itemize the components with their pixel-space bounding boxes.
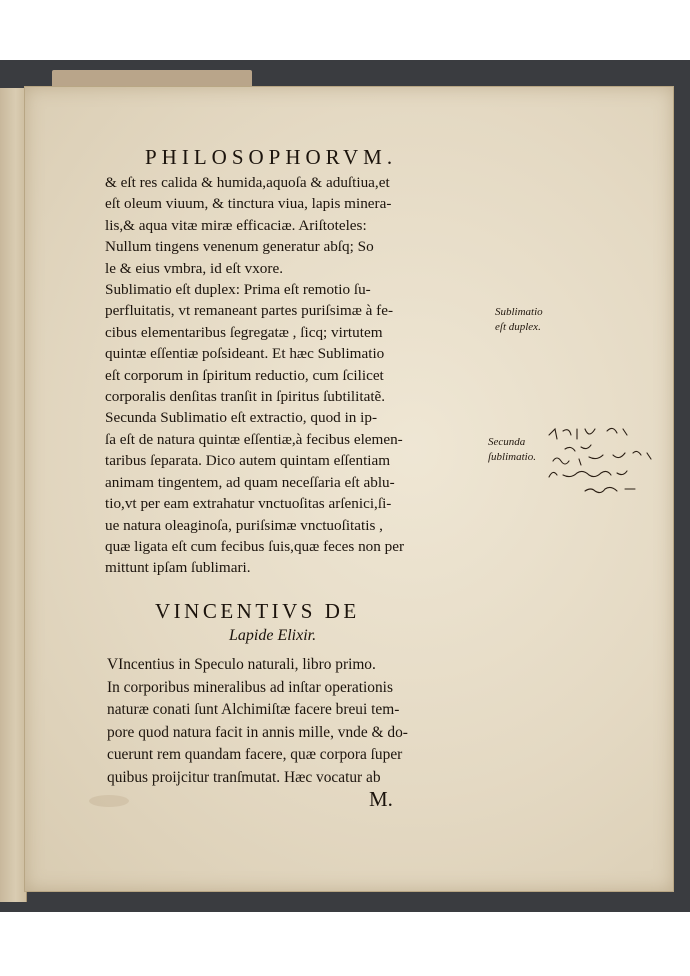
handwritten-annotation (545, 425, 685, 505)
paragraph-1 (105, 172, 505, 579)
text-line: Secunda Sublimatio eſt extractio, quod in ip- (105, 409, 378, 427)
text-line: tio,vt per eam extrahatur vnctuoſitas arſenici,ſi- (105, 495, 392, 513)
text-line: lis,& aqua vitæ miræ efficaciæ. Ariſtoteles: (105, 216, 367, 234)
book-page (24, 86, 674, 892)
text-line: quibus proijcitur tranſmutat. Hæc vocatur ab (107, 768, 381, 786)
text-line: cibus elementaribus ſegregatæ , ſicq; virtutem (105, 323, 383, 341)
text-line: ſa eſt de natura quintæ eſſentiæ,à fecibus elemen- (105, 430, 403, 448)
text-line: mittunt ipſam ſublimari. (105, 559, 251, 577)
text-line: eſt oleum viuum, & tinctura viua, lapis minera- (105, 195, 392, 213)
text-line: quæ ligata eſt cum fecibus ſuis,quæ feces non per (105, 537, 405, 555)
text-line: cuerunt rem quandam facere, quæ corpora ſuper (107, 746, 403, 763)
text-line: corporalis denſitas tranſit in ſpiritus ſubtilitatẽ. (105, 388, 386, 406)
margin-note-line: ſublimatio. (488, 451, 536, 463)
text-line: & eſt res calida & humida,aquoſa & aduſtiua,et (105, 174, 390, 191)
previous-leaf-edge (0, 88, 27, 902)
text-line: Nullum tingens venenum generatur abſq; So (105, 238, 374, 256)
margin-note-line: eſt duplex. (495, 321, 541, 333)
text-line: le & eius vmbra, id eſt vxore. (105, 259, 283, 277)
signature-mark: M. (369, 787, 393, 811)
paper-stain (89, 795, 129, 807)
margin-note-secunda (488, 435, 536, 465)
running-head: PHILOSOPHORVM. (145, 145, 398, 169)
text-line: VIncentius in Speculo naturali, libro primo. (107, 656, 376, 673)
text-line: animam tingentem, ad quam neceſſaria eſt ablu- (105, 473, 395, 491)
margin-note-sublimatio (495, 305, 543, 335)
paragraph-2 (107, 654, 408, 789)
text-line: naturæ conati ſunt Alchimiſtæ facere breui tem- (107, 701, 400, 718)
text-line: Sublimatio eſt duplex: Prima eſt remotio ſu- (105, 281, 371, 299)
text-line: eſt corporum in ſpiritum reductio, cum ſcilicet (105, 366, 384, 384)
margin-note-line: Secunda (488, 436, 526, 448)
margin-note-line: Sublimatio (495, 306, 543, 318)
text-line: ue natura oleaginoſa, puriſsimæ vnctuoſitatis , (105, 516, 383, 534)
section-heading: VINCENTIVS DE (155, 599, 360, 623)
text-line: quintæ eſſentiæ poſsideant. Et hæc Sublimatio (105, 345, 385, 363)
text-line: perfluitatis, vt remaneant partes puriſsimæ à fe- (105, 302, 394, 320)
text-line: In corporibus mineralibus ad inſtar operationis (107, 678, 393, 696)
text-line: taribus ſeparata. Dico autem quintam eſſentiam (105, 452, 391, 470)
section-subheading: Lapide Elixir. (229, 627, 317, 644)
text-line: pore quod natura facit in annis mille, vnde & do- (107, 723, 408, 741)
